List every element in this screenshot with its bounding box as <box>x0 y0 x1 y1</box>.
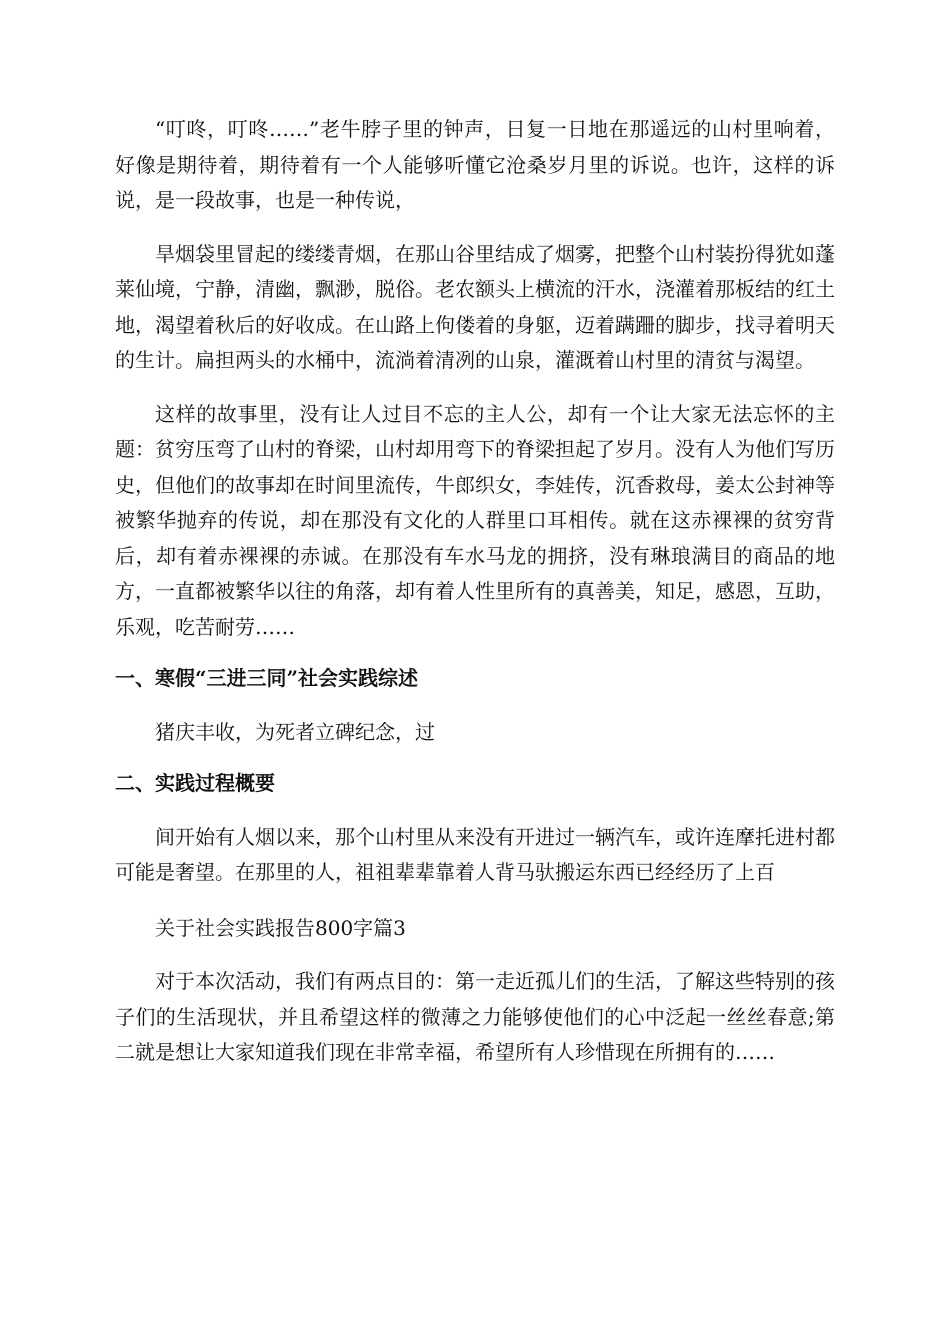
report-title-line: 关于社会实践报告800字篇3 <box>155 915 406 940</box>
paragraph-process: 间开始有人烟以来，那个山村里从来没有开进过一辆汽车，或许连摩托进村都可能是奢望。在那里的人，祖祖辈辈靠着人背马驮搬运东西已经经历了上百 <box>115 824 835 884</box>
section-heading-summary: 一、寒假“三进三同”社会实践综述 <box>115 666 419 690</box>
paragraph-story-theme: 这样的故事里，没有让人过目不忘的主人公，却有一个让大家无法忘怀的主题：贫穷压弯了山村的脊梁，山村却用弯下的脊梁担起了岁月。没有人为他们写历史，但他们的故事却在时间里流传，牛郎织女，李娃传，沉香救母，姜太公封神等被繁华抛弃的传说，却在那没有文化的人群里口耳相传。就在这赤裸裸的贫穷背后，却有着赤裸裸的赤诚。在那没有车水马龙的拥挤，没有琳琅满目的商品的地方，一直都被繁华以往的角落，却有着人性里所有的真善美，知足，感恩，互助，乐观，吃苦耐劳…… <box>115 401 835 639</box>
section-heading-process: 二、实践过程概要 <box>115 771 275 795</box>
paragraph-summary: 猪庆丰收，为死者立碑纪念，过 <box>155 719 435 744</box>
paragraph-bell-story: “叮咚，叮咚……”老牛脖子里的钟声，日复一日地在那遥远的山村里响着，好像是期待着，期待着有一个人能够听懂它沧桑岁月里的诉说。也许，这样的诉说，是一段故事，也是一种传说， <box>115 117 835 212</box>
paragraph-activity-goals: 对于本次活动，我们有两点目的：第一走近孤儿们的生活，了解这些特别的孩子们的生活现状，并且希望这样的微薄之力能够使他们的心中泛起一丝丝春意;第二就是想让大家知道我们现在非常幸福，希望所有人珍惜现在所拥有的…… <box>115 969 835 1064</box>
document-page <box>115 112 835 1071</box>
paragraph-mountain-village: 旱烟袋里冒起的缕缕青烟，在那山谷里结成了烟雾，把整个山村装扮得犹如蓬莱仙境，宁静，清幽，飘渺，脱俗。老农额头上横流的汗水，浇灌着那板结的红土地，渴望着秋后的好收成。在山路上佝偻着的身躯，迈着蹒跚的脚步，找寻着明天的生计。扁担两头的水桶中，流淌着清冽的山泉，灌溉着山村里的清贫与渴望。 <box>115 241 835 372</box>
